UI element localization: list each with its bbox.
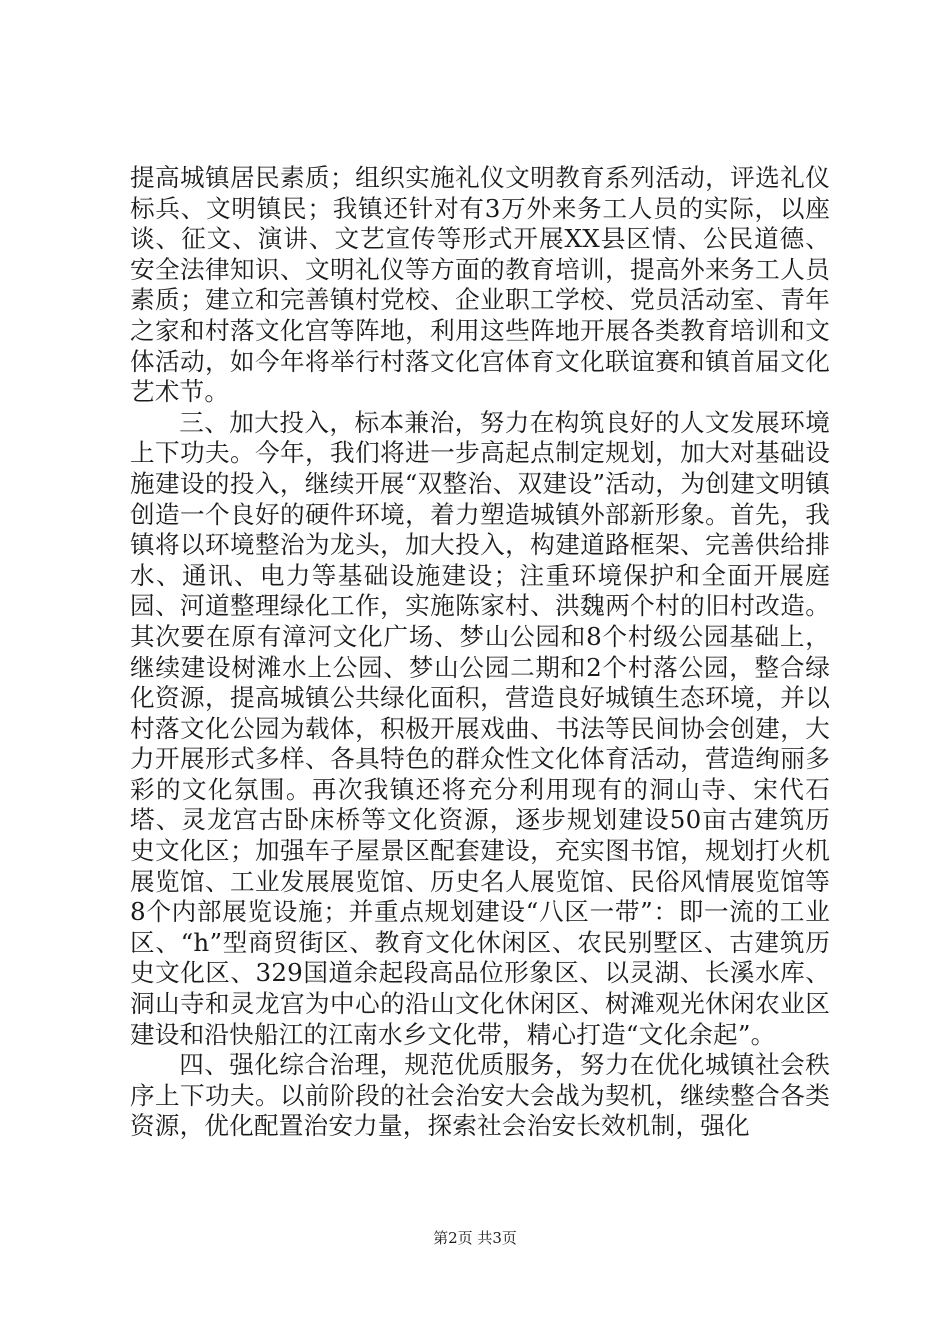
document-body: [130, 163, 830, 1142]
page-footer: 第2页 共3页: [433, 1229, 517, 1247]
paragraph-1: 提高城镇居民素质；组织实施礼仪文明教育系列活动，评选礼仪标兵、文明镇民；我镇还针对有3万外来务工人员的实际，以座谈、征文、演讲、文艺宣传等形式开展XX县区情、公民道德、安全法律知识、文明礼仪等方面的教育培训，提高外来务工人员素质；建立和完善镇村党校、企业职工学校、党员活动室、青年之家和村落文化宫等阵地，利用这些阵地开展各类教育培训和文体活动，如今年将举行村落文化宫体育文化联谊赛和镇首届文化艺术节。: [130, 163, 830, 407]
paragraph-2: 三、加大投入，标本兼治，努力在构筑良好的人文发展环境上下功夫。今年，我们将进一步高起点制定规划，加大对基础设施建设的投入，继续开展“双整治、双建设”活动，为创建文明镇创造一个良好的硬件环境，着力塑造城镇外部新形象。首先，我镇将以环境整治为龙头，加大投入，构建道路框架、完善供给排水、通讯、电力等基础设施建设；注重环境保护和全面开展庭园、河道整理绿化工作，实施陈家村、洪魏两个村的旧村改造。其次要在原有漳河文化广场、梦山公园和8个村级公园基础上，继续建设树滩水上公园、梦山公园二期和2个村落公园，整合绿化资源，提高城镇公共绿化面积，营造良好城镇生态环境，并以村落文化公园为载体，积极开展戏曲、书法等民间协会创建，大力开展形式多样、各具特色的群众性文化体育活动，营造绚丽多彩的文化氛围。再次我镇还将充分利用现有的洞山寺、宋代石塔、灵龙宫古卧床桥等文化资源，逐步规划建设50亩古建筑历史文化区；加强车子屋景区配套建设，充实图书馆，规划打火机展览馆、工业发展展览馆、历史名人展览馆、民俗风情展览馆等8个内部展览设施；并重点规划建设“八区一带”：即一流的工业区、“h”型商贸街区、教育文化休闲区、农民别墅区、古建筑历史文化区、329国道余起段高品位形象区、以灵湖、长溪水库、洞山寺和灵龙宫为中心的沿山文化休闲区、树滩观光休闲农业区建设和沿快船江的江南水乡文化带，精心打造“文化余起”。: [130, 407, 830, 1049]
paragraph-3: 四、强化综合治理，规范优质服务，努力在优化城镇社会秩序上下功夫。以前阶段的社会治安大会战为契机，继续整合各类资源，优化配置治安力量，探索社会治安长效机制，强化: [130, 1050, 830, 1141]
